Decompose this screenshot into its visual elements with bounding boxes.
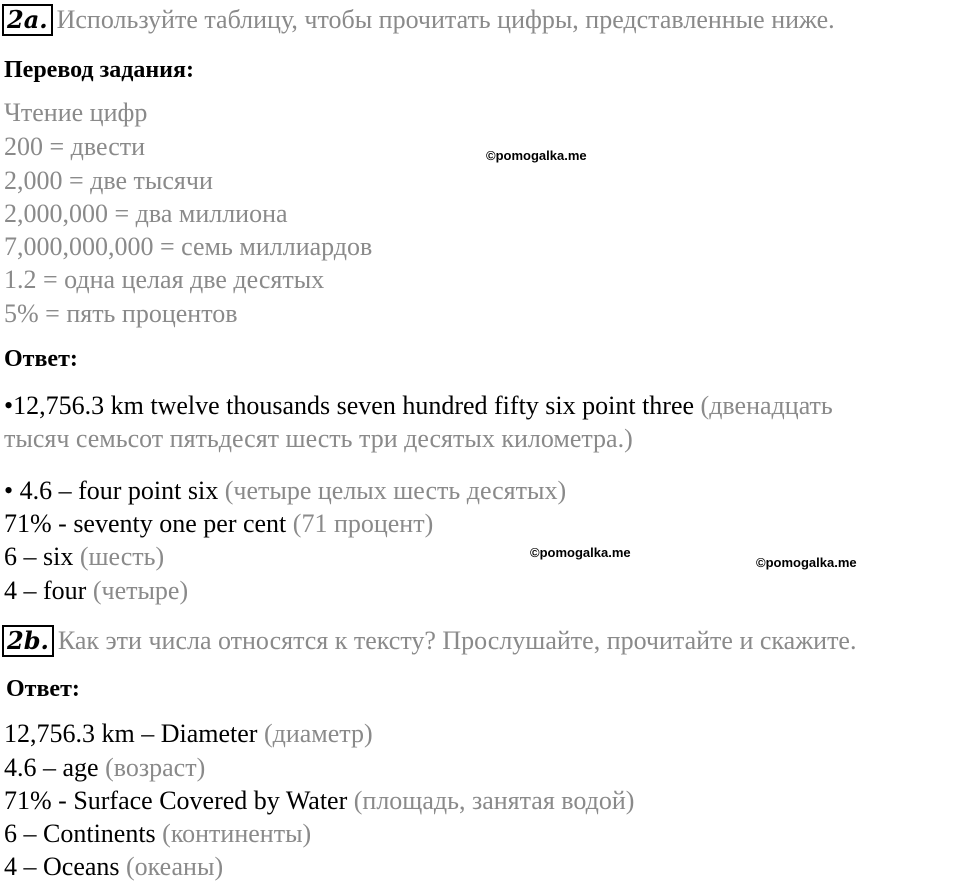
answer-line [4,391,833,421]
answer-ru: (возраст) [105,753,206,782]
translation-line: Чтение цифр [4,98,148,127]
answer-ru: (площадь, занятая водой) [353,786,635,815]
translation-header: Перевод задания: [4,57,194,83]
task-2b-answer-header: Ответ: [6,676,80,702]
answer-ru: (71 процент) [292,509,434,538]
translation-line: 2,000 = две тысячи [4,166,213,195]
answer-line [4,819,311,849]
task-2a-answer-header: Ответ: [4,346,78,372]
task-2a-instruction: Используйте таблицу, чтобы прочитать цифры, представленные ниже. [56,5,835,34]
answer-ru: (континенты) [162,819,312,848]
task-2b-badge: 2b. [2,625,54,657]
answer-line [4,719,373,749]
translation-line: 7,000,000,000 = семь миллиардов [4,232,373,261]
answer-en: 12,756.3 km – Diameter [4,719,258,748]
watermark: ©pomogalka.me [756,555,857,570]
task-2a-header [2,4,835,36]
answer-en: 71% - seventy one per cent [4,509,287,538]
answer-line [4,424,633,454]
answer-ru: тысяч семьсот пятьдесят шесть три десятых километра.) [4,424,633,453]
answer-en: 6 – Continents [4,819,156,848]
answer-ru: (диаметр) [263,719,373,748]
answer-ru: (четыре целых шесть десятых) [224,476,567,505]
answer-en: 4.6 – age [4,753,99,782]
answer-line [4,509,433,539]
task-2b-instruction: Как эти числа относятся к тексту? Прослушайте, прочитайте и скажите. [57,626,857,655]
answer-ru: (океаны) [126,852,224,881]
answer-en: 6 – six [4,542,74,571]
answer-ru: (двенадцать [700,391,833,420]
watermark: ©pomogalka.me [486,148,587,163]
answer-line [4,576,188,606]
answer-en: • 4.6 – four point six [4,476,219,505]
answer-en: 71% - Surface Covered by Water [4,786,348,815]
answer-line [4,852,223,882]
answer-en: 4 – four [4,576,87,605]
task-2a-badge: 2a. [2,4,53,36]
translation-line: 1.2 = одна целая две десятых [4,265,325,294]
answer-line [4,542,164,572]
answer-line [4,786,634,816]
translation-line: 200 = двести [4,132,146,161]
answer-en: •12,756.3 km twelve thousands seven hundred fifty six point three [4,391,695,420]
task-2b-header [2,625,856,657]
answer-en: 4 – Oceans [4,852,120,881]
answer-line [4,753,205,783]
watermark: ©pomogalka.me [530,545,631,560]
answer-ru: (шесть) [79,542,165,571]
answer-line [4,476,566,506]
translation-line: 2,000,000 = два миллиона [4,199,288,228]
answer-ru: (четыре) [92,576,189,605]
translation-line: 5% = пять процентов [4,299,238,328]
